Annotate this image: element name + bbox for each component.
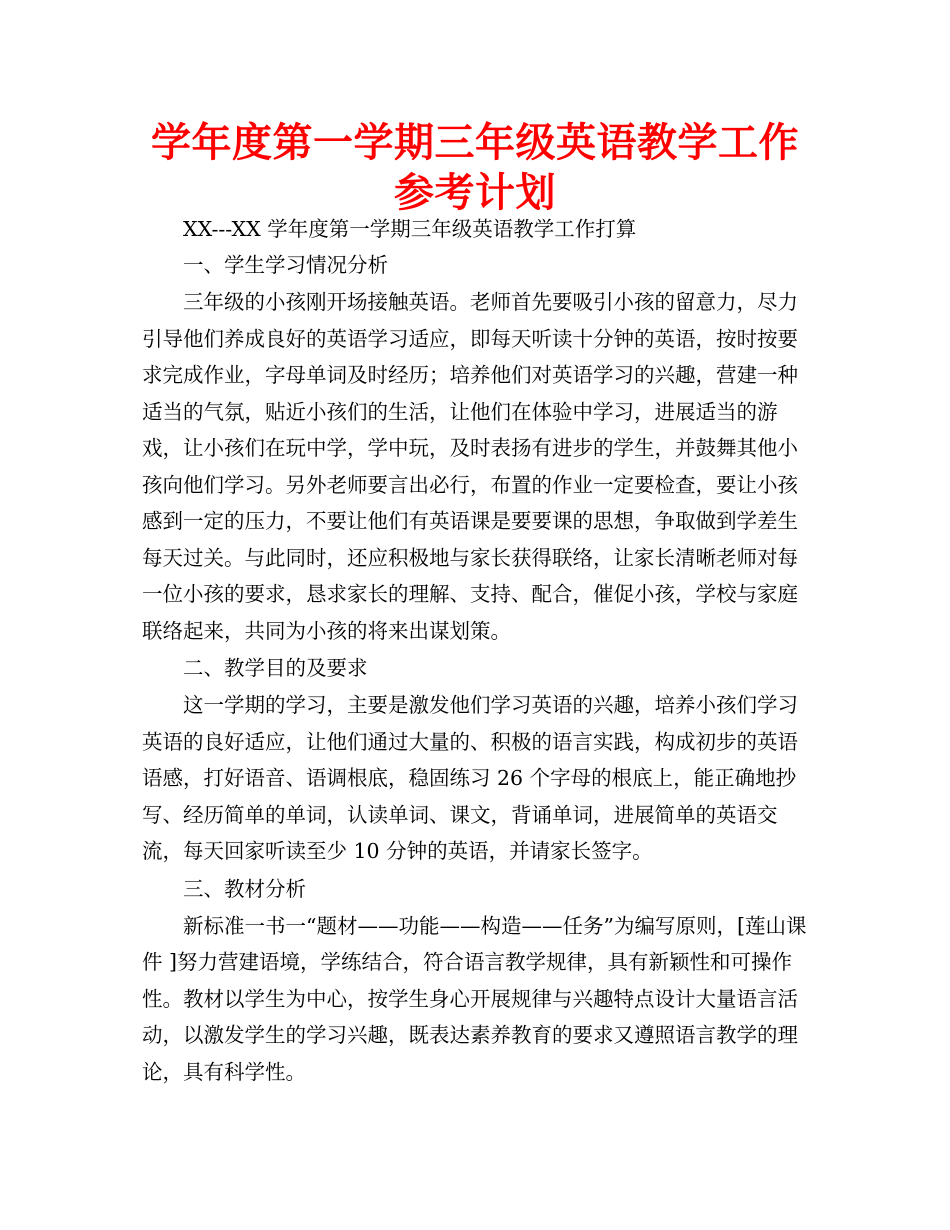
document-title: 学年度第一学期三年级英语教学工作参考计划 [151, 120, 799, 216]
section-paragraph-1: 三年级的小孩刚开场接触英语。老师首先要吸引小孩的留意力，尽力引导他们养成良好的英语学习适应，即每天听读十分钟的英语，按时按要求完成作业，字母单词及时经历；培养他们对英语学习的兴趣，营建一种适当的气氛，贴近小孩们的生活，让他们在体验中学习，进展适当的游戏，让小孩们在玩中学，学中玩，及时表扬有进步的学生，并鼓舞其他小孩向他们学习。另外老师要言出必行，布置的作业一定要检查，要让小孩感到一定的压力，不要让他们有英语课是要要课的思想，争取做到学差生每天过关。与此同时，还应积极地与家长获得联络，让家长清晰老师对每一位小孩的要求，恳求家长的理解、支持、配合，催促小孩，学校与家庭联络起来，共同为小孩的将来出谋划策。 [142, 290, 798, 643]
document-body [142, 212, 817, 1090]
section-heading-2: 二、教学目的及要求 [183, 656, 368, 680]
section-paragraph-3: 新标准一书一“题材——功能——构造——任务”为编写原则，[莲山课 件 ]努力营建语境，学练结合，符合语言教学规律，具有新颖性和可操作性。教材以学生为中心，按学生身心开展规律与兴趣特点设计大量语言活动，以激发学生的学习兴趣，既表达素养教育的要求又遵照语言教学的理论，具有科学性。 [142, 913, 807, 1084]
section-heading-3: 三、教材分析 [183, 876, 306, 901]
section-heading-1: 一、学生学习情况分析 [183, 253, 388, 277]
document-subtitle: XX---XX 学年度第一学期三年级英语教学工作打算 [183, 217, 637, 241]
section-paragraph-2: 这一学期的学习，主要是激发他们学习英语的兴趣，培养小孩们学习英语的良好适应，让他们通过大量的、积极的语言实践，构成初步的英语语感，打好语音、语调根底，稳固练习 26 个字母的根底上，能正确地抄写、经历简单的单词，认读单词、课文，背诵单词，进展简单的英语交流，每天回家听读至少 10 分钟的英语，并请家长签字。 [142, 693, 798, 863]
